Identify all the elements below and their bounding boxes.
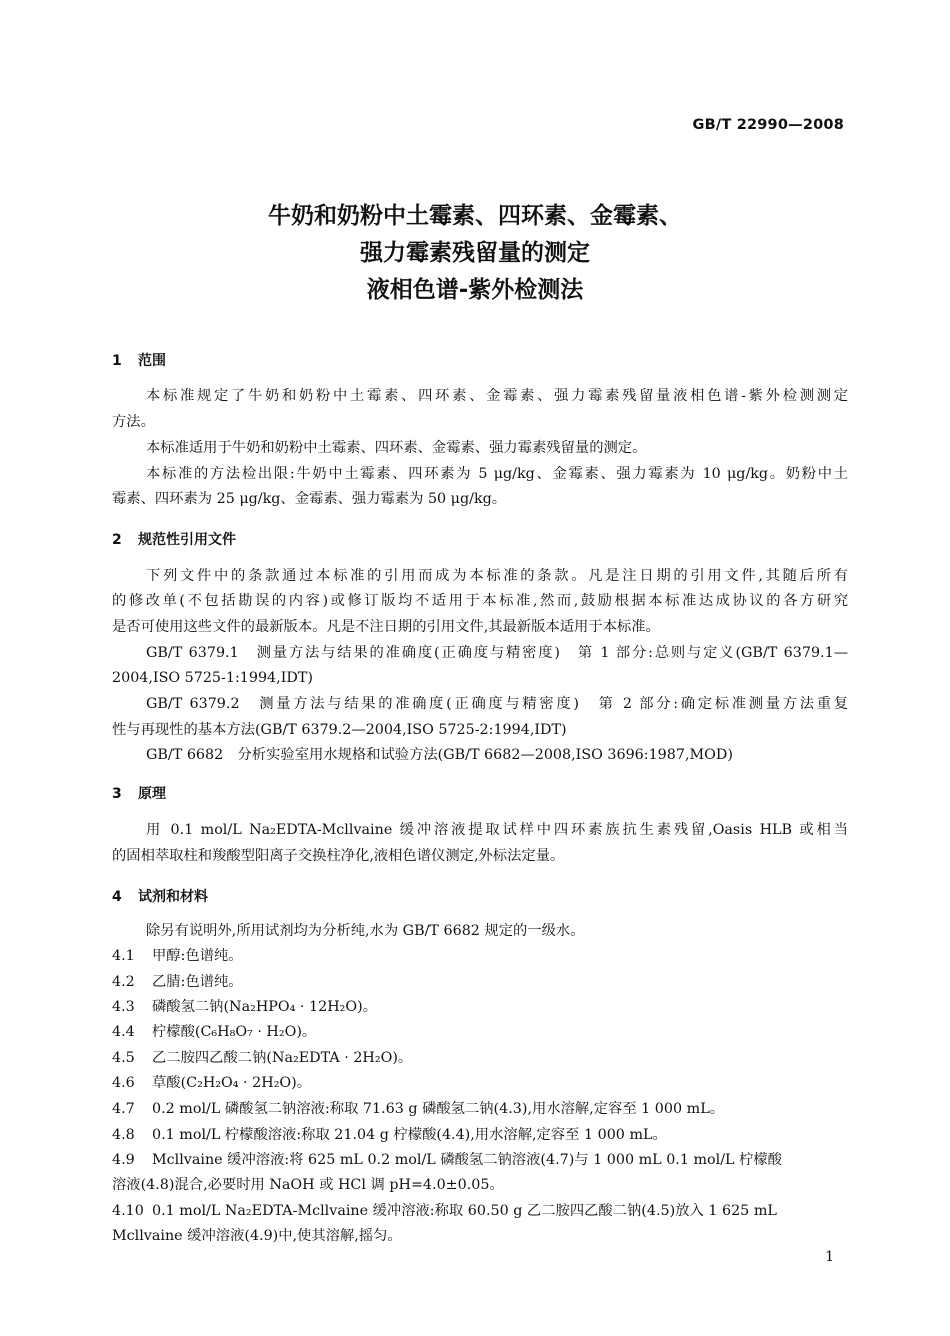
- paragraph-line: 是否可使用这些文件的最新版本。凡是不注日期的引用文件,其最新版本适用于本标准。: [112, 619, 660, 635]
- section-title: 范围: [138, 353, 166, 369]
- paragraph-line: 本标准适用于牛奶和奶粉中土霉素、四环素、金霉素、强力霉素残留量的测定。: [146, 440, 647, 456]
- standard-number: GB/T 22990—2008: [692, 117, 844, 133]
- list-item: [112, 1021, 848, 1043]
- item-number: 4.6: [112, 1075, 135, 1091]
- list-item: [112, 945, 848, 967]
- section-number: 1: [112, 353, 122, 369]
- item-number: 4.1: [112, 948, 135, 964]
- paragraph-line: 本标准规定了牛奶和奶粉中土霉素、四环素、金霉素、强力霉素残留量液相色谱-紫外检测测定: [146, 388, 848, 404]
- list-item: [112, 1098, 848, 1120]
- item-text: Mcllvaine 缓冲溶液(4.9)中,使其溶解,摇匀。: [112, 1228, 402, 1244]
- title-line-3: 液相色谱-紫外检测法: [366, 277, 584, 303]
- item-text: 磷酸氢二钠(Na₂HPO₄ · 12H₂O)。: [152, 999, 377, 1015]
- section-4-heading: [112, 886, 208, 906]
- section-1-heading: [112, 350, 166, 370]
- reference-line: GB/T 6682 分析实验室用水规格和试验方法(GB/T 6682—2008,ISO 3696:1987,MOD): [146, 747, 733, 763]
- item-number: 4.4: [112, 1024, 135, 1040]
- paragraph-line: 方法。: [112, 414, 155, 430]
- section-title: 试剂和材料: [138, 889, 208, 905]
- list-item: [112, 971, 848, 993]
- list-item: [112, 1072, 848, 1094]
- reference-line: GB/T 6379.2 测量方法与结果的准确度(正确度与精密度) 第 2 部分:确定标准测量方法重复: [146, 696, 848, 712]
- paragraph-line: 本标准的方法检出限:牛奶中土霉素、四环素为 5 μg/kg、金霉素、强力霉素为 10 μg/kg。奶粉中土: [146, 466, 848, 482]
- item-number: 4.7: [112, 1101, 135, 1117]
- paragraph-line: 的修改单(不包括勘误的内容)或修订版均不适用于本标准,然而,鼓励根据本标准达成协议的各方研究: [112, 593, 848, 609]
- item-text: 乙腈:色谱纯。: [152, 974, 243, 990]
- item-text: 0.2 mol/L 磷酸氢二钠溶液:称取 71.63 g 磷酸氢二钠(4.3),用水溶解,定容至 1 000 mL。: [152, 1101, 724, 1117]
- document-title: [0, 198, 950, 309]
- section-number: 4: [112, 889, 122, 905]
- item-text: Mcllvaine 缓冲溶液:将 625 mL 0.2 mol/L 磷酸氢二钠溶液(4.7)与 1 000 mL 0.1 mol/L 柠檬酸: [152, 1152, 782, 1168]
- list-item: [112, 1200, 848, 1222]
- item-number: 4.2: [112, 974, 135, 990]
- list-item: [112, 1047, 848, 1069]
- list-item: [112, 996, 848, 1018]
- reference-line: 性与再现性的基本方法(GB/T 6379.2—2004,ISO 5725-2:1994,IDT): [112, 722, 567, 738]
- reference-line: 2004,ISO 5725-1:1994,IDT): [112, 670, 313, 686]
- list-item: [112, 1149, 848, 1171]
- section-title: 规范性引用文件: [138, 532, 236, 548]
- paragraph-line: 用 0.1 mol/L Na₂EDTA-Mcllvaine 缓冲溶液提取试样中四环素族抗生素残留,Oasis HLB 或相当: [146, 822, 848, 838]
- page-number: 1: [825, 1249, 834, 1265]
- list-item: [112, 1124, 848, 1146]
- title-line-2: 强力霉素残留量的测定: [360, 240, 590, 266]
- section-3-heading: [112, 783, 166, 803]
- item-number: 4.10: [112, 1203, 144, 1219]
- item-text: 草酸(C₂H₂O₄ · 2H₂O)。: [152, 1075, 312, 1091]
- section-number: 2: [112, 532, 122, 548]
- paragraph-line: 除另有说明外,所用试剂均为分析纯,水为 GB/T 6682 规定的一级水。: [146, 923, 585, 939]
- list-item-continuation: [112, 1225, 848, 1247]
- paragraph-line: 下列文件中的条款通过本标准的引用而成为本标准的条款。凡是注日期的引用文件,其随后所有: [146, 568, 848, 584]
- list-item-continuation: [112, 1174, 848, 1196]
- section-title: 原理: [138, 786, 166, 802]
- item-text: 溶液(4.8)混合,必要时用 NaOH 或 HCl 调 pH=4.0±0.05。: [112, 1177, 504, 1193]
- item-number: 4.3: [112, 999, 135, 1015]
- paragraph-line: 霉素、四环素为 25 μg/kg、金霉素、强力霉素为 50 μg/kg。: [112, 491, 507, 507]
- section-number: 3: [112, 786, 122, 802]
- paragraph-line: 的固相萃取柱和羧酸型阳离子交换柱净化,液相色谱仪测定,外标法定量。: [112, 848, 565, 864]
- item-text: 0.1 mol/L 柠檬酸溶液:称取 21.04 g 柠檬酸(4.4),用水溶解,定容至 1 000 mL。: [152, 1127, 667, 1143]
- item-number: 4.9: [112, 1152, 135, 1168]
- item-number: 4.5: [112, 1050, 135, 1066]
- title-line-1: 牛奶和奶粉中土霉素、四环素、金霉素、: [268, 203, 682, 229]
- item-text: 柠檬酸(C₆H₈O₇ · H₂O)。: [152, 1024, 317, 1040]
- reference-line: GB/T 6379.1 测量方法与结果的准确度(正确度与精密度) 第 1 部分:总则与定义(GB/T 6379.1—: [146, 645, 848, 661]
- item-text: 甲醇:色谱纯。: [152, 948, 243, 964]
- item-number: 4.8: [112, 1127, 135, 1143]
- item-text: 乙二胺四乙酸二钠(Na₂EDTA · 2H₂O)。: [152, 1050, 413, 1066]
- item-text: 0.1 mol/L Na₂EDTA-Mcllvaine 缓冲溶液:称取 60.50 g 乙二胺四乙酸二钠(4.5)放入 1 625 mL: [152, 1203, 777, 1219]
- section-2-heading: [112, 529, 236, 549]
